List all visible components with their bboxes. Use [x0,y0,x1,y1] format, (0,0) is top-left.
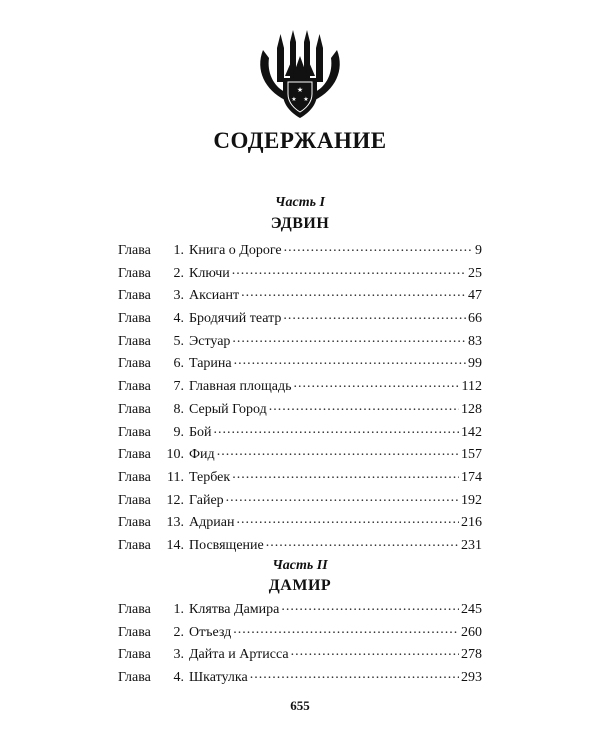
chapter-page: 99 [468,356,482,372]
toc-entry [118,422,482,445]
chapter-page: 231 [461,537,482,553]
dot-leader [281,599,459,613]
chapter-number: 3. [173,647,184,663]
chapter-number: 4. [173,670,184,686]
toc-entry [118,285,482,308]
castle-crown-crest-icon [255,28,345,120]
chapter-number: 8. [173,401,184,417]
toc-entry [118,467,482,490]
dot-leader [283,308,466,322]
chapter-number: 7. [173,379,184,395]
chapter-word: Глава [118,379,151,395]
chapter-title: Ключи [189,265,230,281]
dot-leader [226,490,459,504]
dot-leader [234,353,466,367]
chapter-page: 157 [461,447,482,463]
chapter-page: 216 [461,515,482,531]
chapter-number: 11. [167,469,184,485]
chapter-word: Глава [118,647,151,663]
chapter-word: Глава [118,333,151,349]
chapter-word: Глава [118,356,151,372]
toc-entry [118,308,482,331]
chapter-title: Адриан [189,515,235,531]
part-2-name: ДАМИР [268,577,332,594]
chapter-number: 9. [173,424,184,440]
toc-entry [118,353,482,376]
chapter-number: 10. [166,447,184,463]
toc-entry [118,667,482,690]
dot-leader [284,240,473,254]
dot-leader [250,667,459,681]
toc-entry [118,622,482,645]
part-1-name: ЭДВИН [270,215,330,232]
chapter-title: Посвящение [189,537,264,553]
chapter-page: 260 [461,624,482,640]
toc-entry [118,263,482,286]
chapter-word: Глава [118,288,151,304]
chapter-title: Шкатулка [189,670,248,686]
chapter-number: 13. [166,515,184,531]
chapter-word: Глава [118,447,151,463]
toc-entry [118,376,482,399]
chapter-page: 174 [461,469,482,485]
svg-text:★: ★ [296,86,304,94]
chapter-page: 128 [461,401,482,417]
chapter-word: Глава [118,401,151,417]
chapter-page: 142 [461,424,482,440]
chapter-word: Глава [118,424,151,440]
chapter-number: 12. [166,492,184,508]
chapter-title: Бой [189,424,212,440]
chapter-page: 47 [468,288,482,304]
dot-leader [232,467,459,481]
chapter-word: Глава [118,602,151,617]
chapter-number: 14. [166,537,184,553]
toc-entry [118,490,482,513]
page-title: СОДЕРЖАНИЕ [213,128,387,153]
toc-entry [118,535,482,558]
chapter-word: Глава [118,311,151,327]
dot-leader [269,399,459,413]
chapter-number: 4. [173,311,184,327]
chapter-title: Дайта и Артисса [189,647,289,663]
chapter-title: Серый Город [189,401,267,417]
chapter-page: 9 [475,243,482,258]
toc-entry [118,444,482,467]
dot-leader [217,444,459,458]
chapter-word: Глава [118,469,151,485]
chapter-number: 2. [173,624,184,640]
chapter-number: 2. [173,265,184,281]
part-2-chapter-list [118,599,482,690]
dot-leader [266,535,459,549]
toc-entry [118,512,482,535]
chapter-title: Бродячий театр [189,311,282,327]
dot-leader [214,422,459,436]
chapter-number: 1. [173,243,184,258]
part-1-label: Часть I [275,195,325,210]
part-1-chapter-list [118,240,482,558]
chapter-word: Глава [118,670,151,686]
chapter-number: 5. [173,333,184,349]
chapter-title: Клятва Дамира [189,602,280,617]
chapter-page: 112 [461,379,482,395]
page-number: 655 [290,698,310,713]
toc-entry [118,399,482,422]
chapter-title: Тарина [189,356,232,372]
dot-leader [232,263,466,277]
chapter-word: Глава [118,492,151,508]
chapter-title: Эстуар [189,333,231,349]
chapter-title: Фид [189,447,215,463]
chapter-page: 293 [461,670,482,686]
dot-leader [291,644,459,658]
toc-entry [118,240,482,263]
chapter-title: Тербек [189,469,231,485]
chapter-number: 1. [173,602,184,617]
dot-leader [236,512,459,526]
dot-leader [233,622,459,636]
chapter-word: Глава [118,243,151,258]
toc-entry [118,331,482,354]
toc-entry [118,599,482,622]
chapter-title: Гайер [189,492,224,508]
toc-entry [118,644,482,667]
chapter-word: Глава [118,265,151,281]
dot-leader [241,285,466,299]
chapter-page: 278 [461,647,482,663]
dot-leader [232,331,466,345]
chapter-word: Глава [118,515,151,531]
chapter-number: 3. [173,288,184,304]
chapter-page: 192 [461,492,482,508]
dot-leader [293,376,459,390]
part-2-label: Часть II [272,558,328,573]
chapter-page: 245 [461,602,482,617]
chapter-page: 25 [468,265,482,281]
chapter-title: Книга о Дороге [189,243,282,258]
chapter-page: 83 [468,333,482,349]
chapter-number: 6. [173,356,184,372]
chapter-word: Глава [118,624,151,640]
chapter-title: Аксиант [189,288,240,304]
svg-text:★: ★ [291,96,297,103]
svg-text:★: ★ [303,96,309,103]
chapter-page: 66 [468,311,482,327]
chapter-title: Главная площадь [189,379,292,395]
chapter-word: Глава [118,537,151,553]
chapter-title: Отъезд [189,624,232,640]
